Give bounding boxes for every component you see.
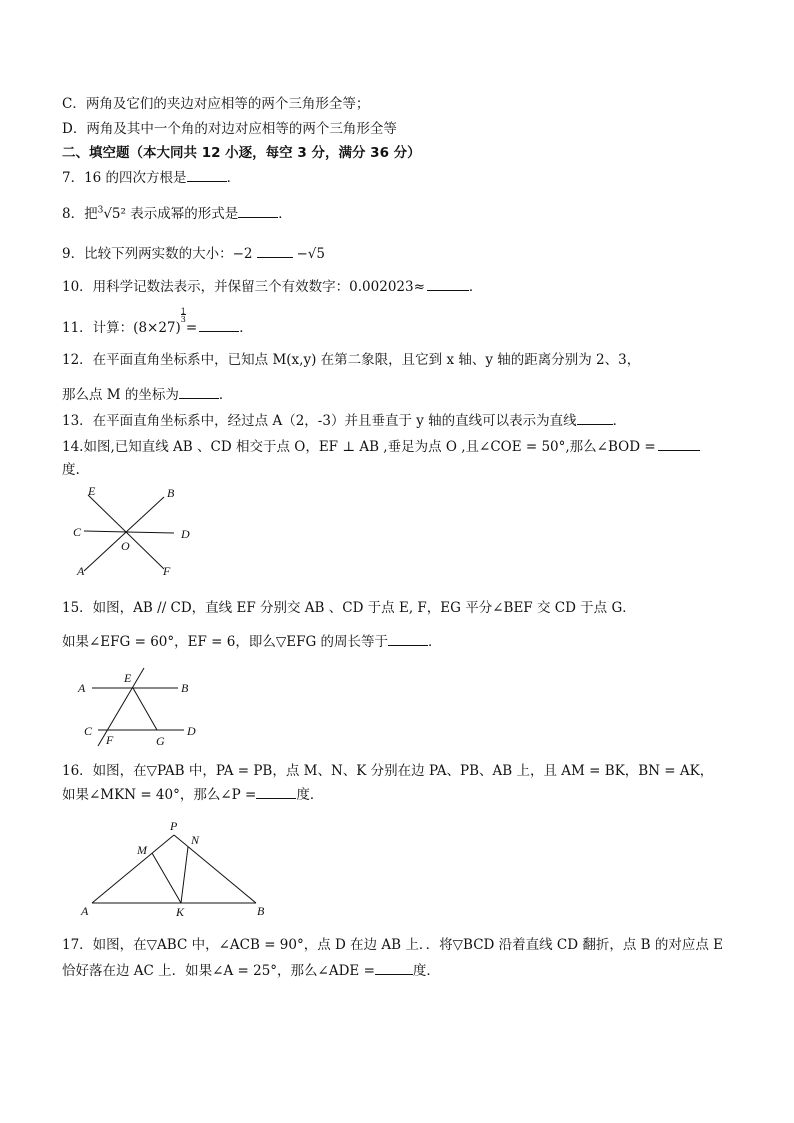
question-7 — [62, 166, 240, 186]
label-g: G — [156, 734, 165, 748]
section-header: 二、填空题（本大同共 12 小逐，每空 3 分，满分 36 分） — [62, 145, 421, 161]
line-ab — [84, 497, 164, 571]
label-k: K — [176, 905, 185, 919]
question-14-line2: 度. — [62, 462, 80, 478]
answer-blank[interactable] — [187, 169, 227, 182]
segment-nk — [181, 847, 188, 903]
segment-mk — [152, 853, 181, 903]
question-12-line1: 12．在平面直角坐标系中，已知点 M(x,y) 在第二象限，且它到 x 轴、y 轴的距离分别为 2、3， — [62, 352, 641, 368]
option-c: C．两角及它们的夹边对应相等的两个三角形全等； — [62, 96, 370, 112]
answer-blank[interactable] — [199, 319, 239, 332]
question-16-line1: 16．如图，在▽PAB 中，PA = PB，点 M、N、K 分别在边 PA、PB、AB 上，且 AM = BK，BN = AK， — [62, 763, 714, 779]
q16-end: 度． — [296, 787, 324, 803]
label-c: C — [84, 724, 93, 738]
q8-post: 表示成幂的形式是 — [130, 206, 239, 222]
question-15-line1: 15．如图，AB // CD，直线 EF 分别交 AB 、CD 于点 E, F，EG 平分∠BEF 交 CD 于点 G． — [62, 600, 636, 616]
line-ef — [98, 668, 144, 746]
label-n: N — [191, 833, 200, 847]
q11-end: ． — [239, 320, 253, 336]
label-f: F — [106, 733, 114, 747]
q8-end: ． — [278, 206, 292, 222]
q15-end: ． — [428, 634, 442, 650]
question-8 — [62, 202, 292, 222]
label-c: C — [73, 525, 82, 539]
label-m: M — [137, 843, 147, 857]
q10-end: ． — [468, 279, 483, 295]
question-14-line1 — [62, 435, 700, 455]
label-d: D — [181, 527, 190, 541]
question-15-line2 — [62, 630, 442, 650]
q17-end: 度． — [412, 963, 440, 979]
q9-post: −√5 — [296, 246, 326, 262]
figure-16 — [70, 818, 280, 922]
label-b: B — [257, 904, 265, 918]
q7-end: ． — [226, 170, 241, 186]
figure-14 — [60, 480, 200, 580]
question-16-line2 — [62, 783, 323, 803]
q8-radical-index: 3 — [97, 205, 104, 216]
segment-eg — [133, 688, 157, 730]
q8-radical: √5² — [103, 206, 126, 222]
q12-end: ． — [218, 387, 233, 403]
line-cd — [84, 531, 174, 533]
answer-blank[interactable] — [238, 205, 278, 218]
label-p: P — [170, 819, 178, 833]
answer-blank[interactable] — [257, 245, 293, 258]
q11-exp-den: 3 — [180, 315, 186, 324]
q9-pre: 9．比较下列两实数的大小：−2 — [62, 246, 253, 262]
q13-end: ． — [612, 413, 627, 429]
question-10 — [62, 275, 482, 295]
label-e: E — [124, 671, 132, 685]
q16-line2: 如果∠MKN = 40°，那么∠P = — [62, 787, 257, 803]
answer-blank[interactable] — [256, 786, 296, 799]
label-b: B — [181, 681, 189, 695]
q14-line1: 14.如图,已知直线 AB 、CD 相交于点 O，EF ⊥ AB ,垂足为点 O ,且∠COE = 50°,那么∠BOD = — [62, 439, 656, 455]
answer-blank[interactable] — [577, 412, 613, 425]
answer-blank[interactable] — [375, 962, 413, 975]
label-b: B — [167, 486, 175, 500]
option-d: D．两角及其中一个角的对边对应相等的两个三角形全等 — [62, 121, 397, 137]
question-17-line2 — [62, 959, 440, 979]
q11-exp-num: 1 — [180, 307, 186, 316]
question-11 — [62, 308, 253, 336]
segment-pb — [174, 835, 256, 903]
q17-line2: 恰好落在边 AC 上．如果∠A = 25°，那么∠ADE = — [62, 963, 375, 979]
figure-15 — [60, 664, 210, 750]
question-17-line1: 17．如图，在▽ABC 中，∠ACB = 90°，点 D 在边 AB 上．．将▽BCD 沿着直线 CD 翻折，点 B 的对应点 E — [62, 937, 724, 953]
label-o: O — [121, 539, 130, 553]
question-9 — [62, 242, 325, 262]
answer-blank[interactable] — [388, 633, 428, 646]
q11-pre: 11．计算：(8×27) — [62, 320, 181, 336]
q12-line2: 那么点 M 的坐标为 — [62, 387, 179, 403]
answer-blank[interactable] — [179, 386, 219, 399]
question-12-line2 — [62, 383, 232, 403]
question-13 — [62, 409, 626, 429]
q11-post: = — [185, 320, 198, 336]
label-a: A — [78, 681, 86, 695]
q15-line2: 如果∠EFG = 60°，EF = 6，即么▽EFG 的周长等于 — [62, 634, 389, 650]
label-a: A — [77, 564, 85, 578]
q8-pre: 8．把 — [62, 206, 98, 222]
label-f: F — [163, 564, 171, 578]
label-a: A — [81, 904, 89, 918]
label-d: D — [187, 724, 196, 738]
answer-blank[interactable] — [427, 278, 469, 291]
q7-text: 7．16 的四次方根是 — [62, 170, 187, 186]
answer-blank[interactable] — [658, 438, 700, 451]
q13-text: 13．在平面直角坐标系中，经过点 A（2，-3）并且垂直于 y 轴的直线可以表示为直线 — [62, 413, 577, 429]
q10-text: 10．用科学记数法表示，并保留三个有效数字：0.002023≈ — [62, 279, 425, 295]
label-e: E — [88, 484, 96, 498]
